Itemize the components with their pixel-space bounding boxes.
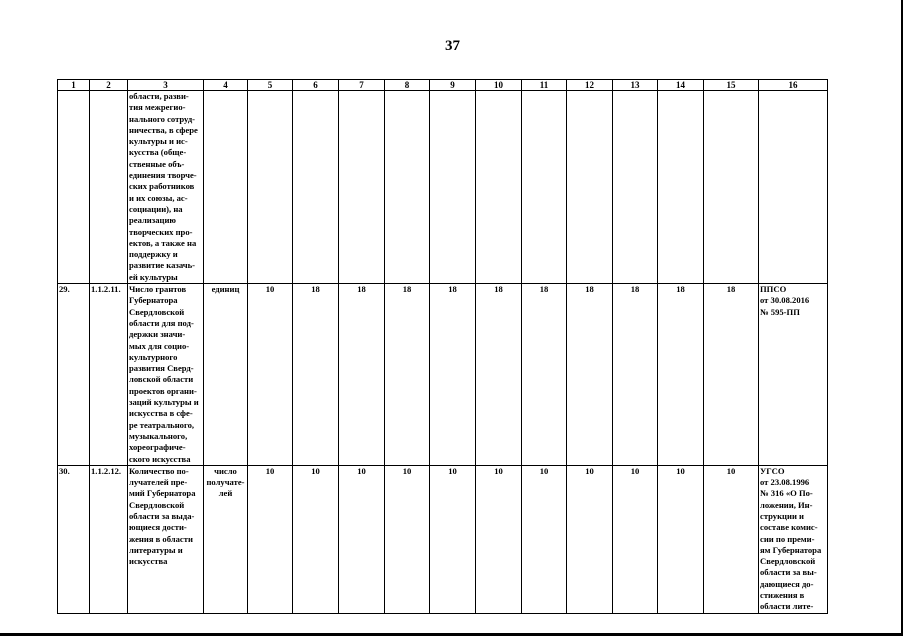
indicator-name-line: ектов, а также на [129,237,197,248]
indicator-name-line: ничества, в сфере [129,124,198,135]
table-body [58,91,828,614]
source-document-line: струкции и [760,510,805,521]
indicator-name-line: развития Сверд- [129,363,194,374]
source-document-line: стижения в [760,590,805,601]
header-cell: 4 [204,80,248,91]
indicator-name-line: хореографиче- [129,442,186,453]
indicator-name-line: области за выда- [129,510,195,521]
source-document-line: УГСО [760,465,785,476]
indicator-name-line: реализацию [129,215,176,226]
value-cell [385,91,430,284]
header-cell: 10 [476,80,522,91]
indicator-name [128,91,204,284]
row-number [58,91,90,284]
value-cell [613,91,658,284]
indicator-name-line: и их союзы, ас- [129,192,188,203]
value-cell: 10 [704,465,759,613]
value-cell: 18 [476,284,522,466]
value-cell: 10 [293,465,339,613]
header-cell: 13 [613,80,658,91]
header-cell: 5 [248,80,293,91]
value-cell: 18 [704,284,759,466]
header-cell: 3 [128,80,204,91]
header-cell: 6 [293,80,339,91]
source-document [759,91,828,284]
row-code: 1.1.2.12. [90,465,128,613]
indicator-name-line: мий Губернатора [129,488,196,499]
unit-of-measure-line: получате- [206,477,245,488]
value-cell: 10 [385,465,430,613]
value-cell: 10 [248,284,293,466]
header-cell: 1 [58,80,90,91]
value-cell: 18 [339,284,385,466]
value-cell: 18 [430,284,476,466]
header-cell: 16 [759,80,828,91]
indicator-name-line: лучателей пре- [129,477,188,488]
source-document-line: от 23.08.1996 [760,477,810,488]
indicator-table [57,79,828,614]
indicator-name-line: ей культуры [129,271,178,282]
header-cell: 15 [704,80,759,91]
unit-of-measure-line: число [214,465,237,476]
value-cell [567,91,613,284]
value-cell [522,91,567,284]
header-cell: 12 [567,80,613,91]
indicator-name-line: кусства (обще- [129,147,187,158]
value-cell [704,91,759,284]
header-cell: 9 [430,80,476,91]
indicator-name-line: творческих про- [129,226,193,237]
header-cell: 14 [658,80,704,91]
header-row [58,80,828,91]
source-document-line: области за вы- [760,567,817,578]
source-document-line: ложении, Ин- [760,499,813,510]
indicator-name-line: литературы и [129,544,183,555]
row-code [90,91,128,284]
indicator-name-line: проектов органи- [129,385,197,396]
source-document [759,465,828,613]
unit-of-measure-line: единиц [211,284,240,295]
value-cell: 10 [567,465,613,613]
value-cell: 10 [613,465,658,613]
indicator-name-line: держки значи- [129,329,186,340]
source-document-line: ППСО [760,284,787,295]
value-cell: 18 [522,284,567,466]
unit-of-measure [204,284,248,466]
page-number: 37 [445,38,460,54]
value-cell [248,91,293,284]
indicator-name-line: области, разви- [129,91,189,101]
source-document-line: № 316 «О По- [760,488,813,499]
indicator-name-line: ющиеся дости- [129,522,187,533]
value-cell [476,91,522,284]
indicator-name-line: ских работников [129,181,195,192]
unit-of-measure [204,465,248,613]
source-document-line: области лите- [760,601,814,612]
table-row [58,91,828,284]
indicator-name-line: Количество по- [129,465,189,476]
source-document-line: составе комис- [760,522,818,533]
indicator-name-line: единения творче- [129,170,197,181]
value-cell [658,91,704,284]
indicator-name-line: жения в области [129,533,193,544]
indicator-name-line: культурного [129,351,178,362]
indicator-name-line: культуры и ис- [129,136,188,147]
indicator-name-line: нального сотруд- [129,113,196,124]
indicator-name-line: ловской области [129,374,194,385]
row-code: 1.1.2.11. [90,284,128,466]
value-cell: 10 [248,465,293,613]
row-number: 30. [58,465,90,613]
value-cell [293,91,339,284]
indicator-name-line: Губернатора [129,295,178,306]
indicator-name-line: тия межрегио- [129,102,186,113]
header-cell: 8 [385,80,430,91]
value-cell [339,91,385,284]
indicator-name-line: искусства [129,556,168,567]
source-document-line: № 595-ПП [760,306,800,317]
row-number: 29. [58,284,90,466]
value-cell: 18 [613,284,658,466]
indicator-name-line: Свердловской [129,499,185,510]
indicator-name [128,465,204,613]
unit-of-measure [204,91,248,284]
indicator-name-line: ственные объ- [129,158,185,169]
value-cell: 10 [476,465,522,613]
indicator-name-line: мых для социо- [129,340,190,351]
value-cell: 18 [567,284,613,466]
indicator-name-line: искусства в сфе- [129,408,193,419]
source-document [759,284,828,466]
indicator-name-line: поддержку и [129,249,178,260]
value-cell: 10 [658,465,704,613]
indicator-name [128,284,204,466]
header-cell: 7 [339,80,385,91]
indicator-name-line: ре театрального, [129,419,195,430]
source-document-line: ям Губернатора [760,544,822,555]
header-cell: 11 [522,80,567,91]
source-document-line: Свердловской [760,556,816,567]
indicator-name-line: музыкального, [129,430,188,441]
source-document-line: от 30.08.2016 [760,295,810,306]
indicator-name-line: заций культуры и [129,397,199,408]
value-cell [430,91,476,284]
value-cell: 18 [385,284,430,466]
indicator-name-line: развитие казачь- [129,260,196,271]
header-cell: 2 [90,80,128,91]
indicator-name-line: социации), на [129,203,183,214]
indicator-name-line: области для под- [129,317,194,328]
table-row [58,284,828,466]
unit-of-measure-line: лей [218,488,233,499]
indicator-name-line: Свердловской [129,306,185,317]
table-row [58,465,828,613]
source-document-line: сии по преми- [760,533,815,544]
source-document-line: дающиеся до- [760,578,814,589]
value-cell: 18 [658,284,704,466]
value-cell: 10 [339,465,385,613]
value-cell: 10 [522,465,567,613]
indicator-name-line: Число грантов [129,284,187,295]
value-cell: 18 [293,284,339,466]
indicator-name-line: ского искусства [129,453,191,464]
value-cell: 10 [430,465,476,613]
